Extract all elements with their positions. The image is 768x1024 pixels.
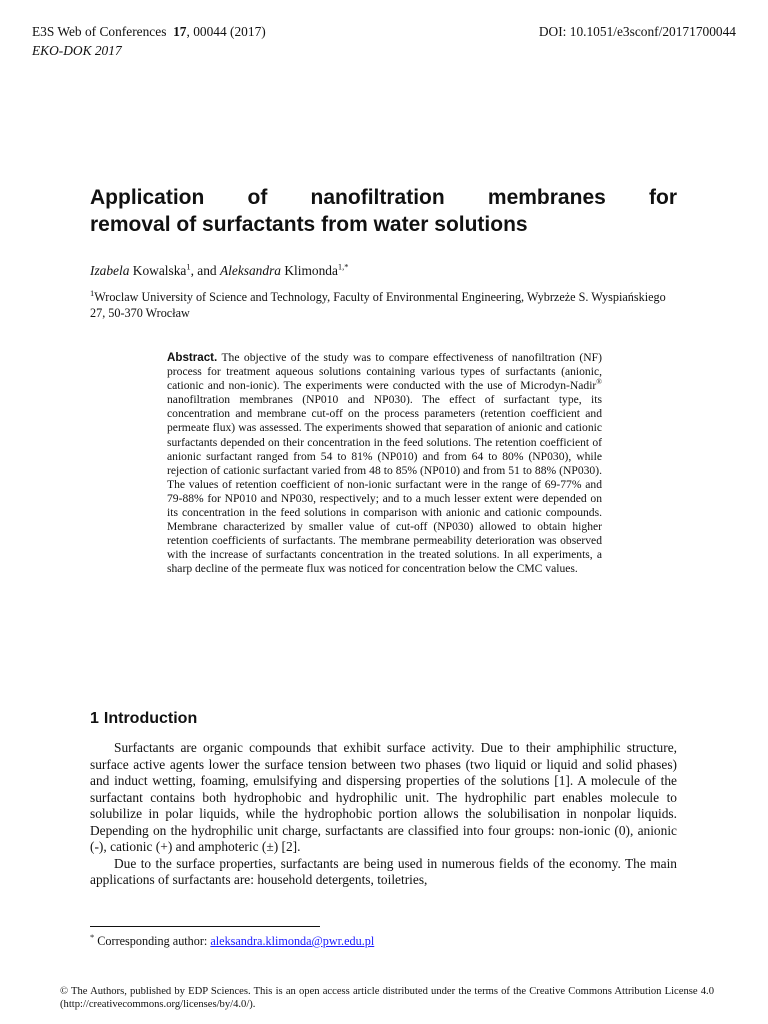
journal-volume: 17	[173, 24, 187, 39]
author-list	[90, 262, 349, 280]
section-title: Introduction	[103, 710, 198, 727]
author-1-last-name: Kowalska	[132, 263, 187, 278]
author-separator: , and	[190, 263, 220, 278]
conference-name: EKO-DOK 2017	[32, 43, 122, 58]
affiliation-mark: 1	[90, 287, 95, 298]
registered-mark: ®	[596, 377, 602, 387]
section-heading-introduction	[90, 709, 197, 729]
abstract	[167, 351, 602, 577]
paragraph: Surfactants are organic compounds that exhibit surface activity. Due to their amphiphilic structure, surface active agents lower the surface tension between two phases (two liquid or liquid and solid phases) and induct wetting, foaming, emulsifying and dispersing properties of the solutions [1]. A molecule of the surfactant contains both hydrophobic and hydrophilic unit. The hydrophilic part enables molecule to solubilize in polar liquids, while the hydrophobic portion allows the solubilisation in nonpolar liquids. Depending on the hydrophilic unit charge, surfactants are classified into four groups: non-ionic (0), anionic (-), cationic (+) and amphoteric (±) [2].	[90, 740, 677, 854]
author-2-affiliation-mark: 1,*	[337, 261, 349, 272]
abstract-text-1: The objective of the study was to compare effectiveness of nanofiltration (NF) process for treatment aqueous solutions containing various types of surfactants (anionic, cationic and non-ionic). The experiments were conducted with the use of Microdyn-Nadir	[167, 351, 602, 393]
footnote	[90, 933, 374, 949]
author-1-affiliation-mark: 1	[186, 261, 191, 272]
license-notice: © The Authors, published by EDP Sciences. This is an open access article distributed under the terms of the Creative Commons Attribution License 4.0 (http://creativecommons.org/licenses/by/4.0/).	[60, 986, 714, 1010]
abstract-label: Abstract.	[167, 351, 218, 364]
abstract-text-2: nanofiltration membranes (NP010 and NP030). The effect of surfactant type, its concentration and membrane cut-off on the process parameters (retention coefficient and permeate flux) was assessed. The experiments showed that separation of anionic and cationic surfactants depended on their concentration in the feed solutions. The retention coefficient of anionic surfactant ranged from 54 to 81% (NP010) and from 64 to 80% (NP030), while rejection of cationic surfactant varied from 48 to 85% (NP010) and from 51 to 88% (NP030). The values of retention coefficient of non-ionic surfactant were in the range of 69-77% and 79-88% for NP010 and NP030, respectively; and to a much lesser extent were depended on its concentration in the feed solutions in comparison with anionic and cationic compounds. Membrane characterized by smaller value of cut-off (NP030) allowed to obtain higher retention coefficients of surfactants. The membrane permeability deterioration was observed with the increase of surfactants concentration in the treated solutions. In all experiments, a sharp decline of the permeate flux was noticed for concentration below the CMC values.	[167, 393, 602, 576]
author-1-first-name: Izabela	[90, 263, 130, 278]
running-header-left	[32, 22, 266, 60]
footnote-label: Corresponding author:	[97, 934, 211, 948]
title-line-2: removal of surfactants from water solutions	[90, 213, 528, 236]
journal-citation	[32, 22, 266, 41]
title-line-1: Application of nanofiltration membranes for	[90, 186, 677, 209]
affiliation-text: Wroclaw University of Science and Technology, Faculty of Environmental Engineering, Wybrzeże S. Wyspiańskiego 27, 50-370 Wrocław	[90, 290, 666, 320]
introduction-body	[90, 740, 677, 889]
affiliation	[90, 289, 680, 321]
article-number: , 00044 (2017)	[186, 24, 266, 39]
author-2-last-name: Klimonda	[284, 263, 338, 278]
section-number: 1	[90, 710, 99, 727]
paragraph: Due to the surface properties, surfactants are being used in numerous fields of the economy. The main applications of surfactants are: household detergents, toiletries,	[90, 855, 677, 887]
footnote-rule	[90, 926, 320, 927]
paper-title	[90, 184, 677, 238]
journal-name: E3S Web of Conferences	[32, 24, 167, 39]
footnote-mark: *	[90, 931, 95, 942]
author-2-first-name: Aleksandra	[219, 263, 281, 278]
corresponding-author-email-link[interactable]: aleksandra.klimonda@pwr.edu.pl	[210, 934, 375, 948]
doi-header: DOI: 10.1051/e3sconf/20171700044	[538, 24, 736, 39]
